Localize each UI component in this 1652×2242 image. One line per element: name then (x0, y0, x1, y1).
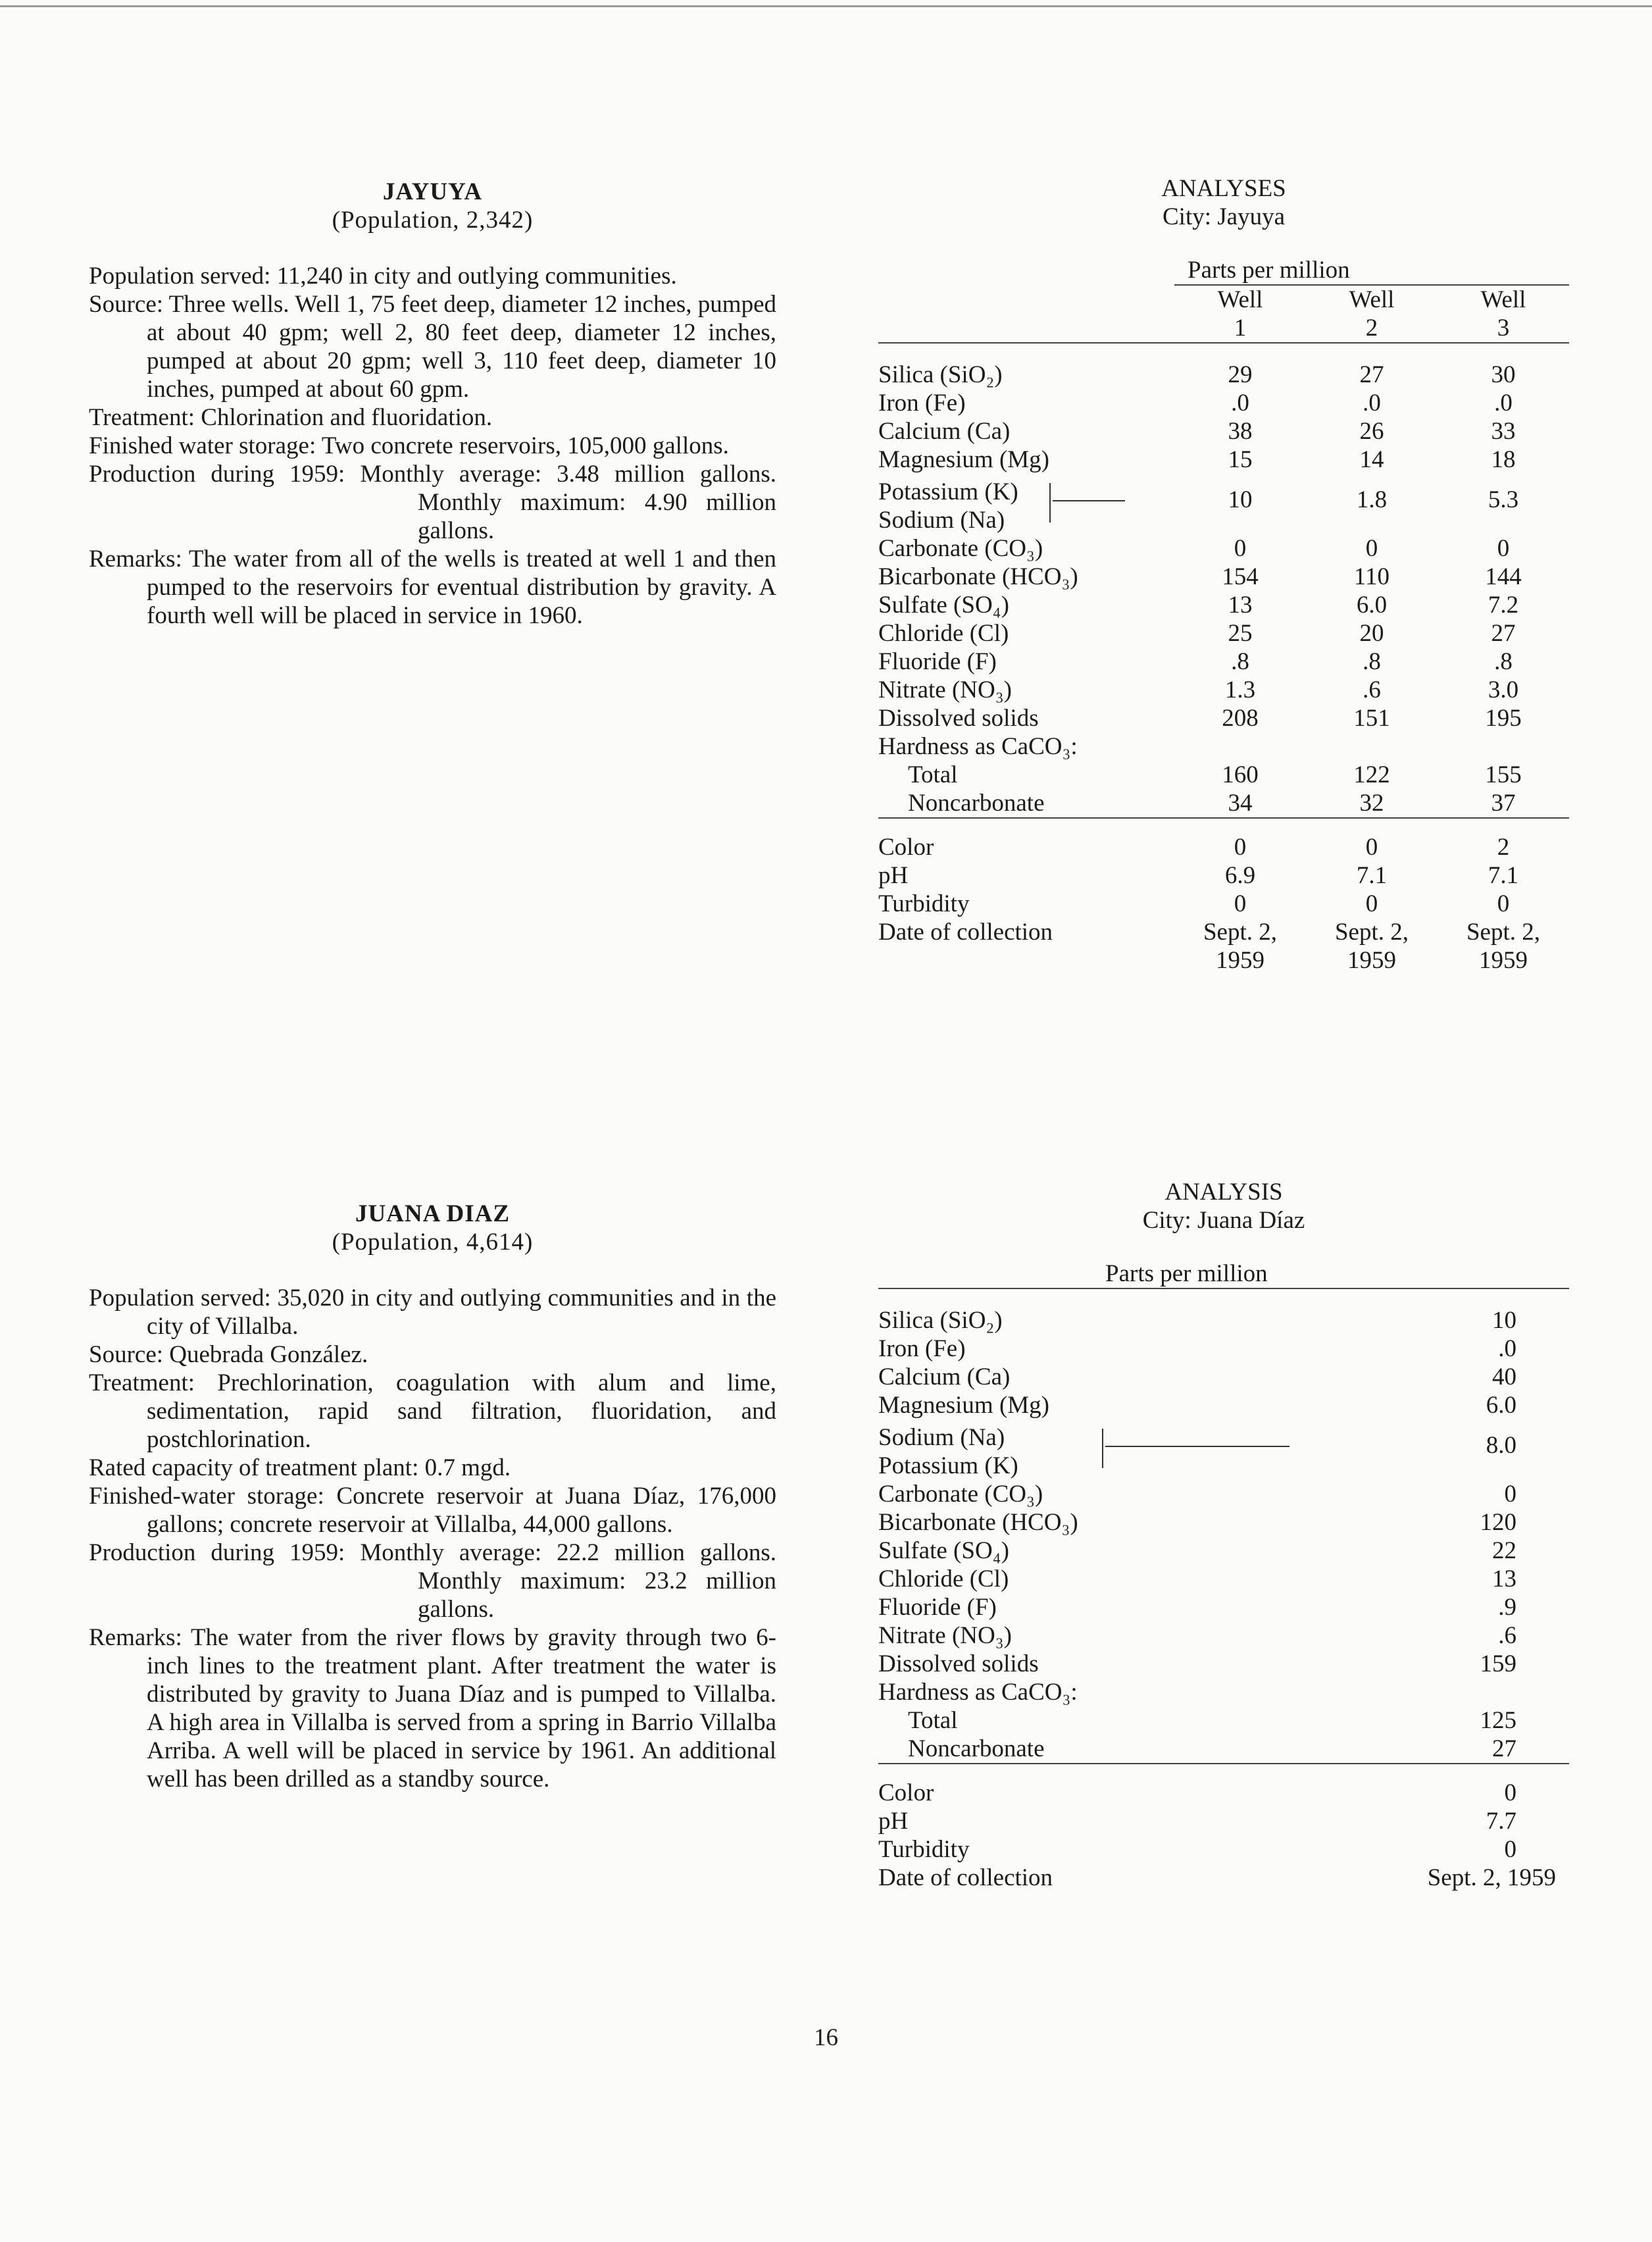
ppm-label: Parts per million (1174, 256, 1569, 285)
table-row: Bicarbonate (HCO₃) 154 110 144 (878, 563, 1522, 590)
table-row: Noncarbonate 34 32 37 (908, 790, 1516, 817)
brace-line (1105, 1446, 1289, 1447)
table-row: Calcium (Ca) 40 (878, 1363, 1516, 1390)
table-row: Dissolved solids 208 151 195 (878, 705, 1522, 732)
table-row: Nitrate (NO₃) 1.3 .6 3.0 (878, 676, 1519, 703)
well-header-row: Well Well Well (1217, 286, 1526, 313)
table-row: Silica (SiO₂) 10 (878, 1307, 1516, 1334)
juana-remarks: Remarks: The water from the river flows by gravity through two 6-inch lines to the treatment plant. After treatment the water is distributed by gravity to Juana Díaz and is pumped to Villalba. A high area in Villalba is served from a spring in Barrio Villalba Arriba. A well will be placed in service by 1961. An additional well has been drilled as a standby source. (89, 1624, 776, 1793)
juana-production: Production during 1959: Monthly average: 22.2 million gallons. Monthly maximum: 23.2 million gallons. (89, 1539, 777, 1623)
juana-capacity: Rated capacity of treatment plant: 0.7 mgd. (89, 1454, 511, 1481)
hardness-heading-row: Hardness as CaCO₃: (878, 733, 1078, 760)
table-row: Magnesium (Mg) 15 14 18 (878, 446, 1516, 473)
table-row: Iron (Fe) .0 (878, 1335, 1516, 1362)
jayuya-title-block (89, 178, 776, 234)
brace-line (1053, 500, 1125, 501)
table-row: Magnesium (Mg) 6.0 (878, 1392, 1516, 1419)
juana-population: (Population, 4,614) (332, 1229, 534, 1256)
table-row: Turbidity 0 0 0 (878, 890, 1510, 917)
juana-analysis-heading: ANALYSIS (1164, 1179, 1283, 1206)
page-number: 16 (814, 2024, 838, 2051)
brace-icon (1102, 1429, 1103, 1468)
jayuya-population-served: Population served: 11,240 in city and outlying communities. (89, 263, 677, 290)
jayuya-production: Production during 1959: Monthly average: 3.48 million gallons. Monthly maximum: 4.90 million gallons. (89, 461, 777, 544)
juana-source: Source: Quebrada González. (89, 1341, 368, 1368)
juana-title-block (89, 1200, 776, 1256)
well-number-row: 1 2 3 (1234, 315, 1510, 342)
ppm-label: Parts per million (878, 1260, 1569, 1288)
table-row: Fluoride (F) .8 .8 .8 (878, 648, 1513, 675)
table-row-alkali: Potassium (K) Sodium (Na) 10 1.8 5.3 (878, 478, 1519, 534)
table-row: Dissolved solids 159 (878, 1650, 1516, 1677)
table-row: Carbonate (CO₃) 0 (878, 1481, 1516, 1508)
top-rule (0, 5, 1652, 7)
table-row: Carbonate (CO₃) 0 0 0 (878, 535, 1510, 562)
table-row: Date of collection Sept. 2, Sept. 2, Sept. 2, (878, 919, 1541, 946)
table-row: Chloride (Cl) 13 (878, 1566, 1516, 1592)
table-row: Calcium (Ca) 38 26 33 (878, 418, 1516, 445)
juana-title: JUANA DIAZ (355, 1200, 511, 1227)
jayuya-analyses (878, 174, 1569, 975)
jayuya-source: Source: Three wells. Well 1, 75 feet deep, diameter 12 inches, pumped at about 40 gpm; well 2, 80 feet deep, diameter 12 inches, pumped at about 20 gpm; well 3, 110 feet deep, diameter 10 inches, pumped at about 60 gpm. (89, 291, 776, 403)
ppm-header-row (878, 1260, 1569, 1288)
table-row-alkali: Sodium (Na) Potassium (K) 8.0 (878, 1424, 1516, 1479)
brace-icon (1049, 483, 1116, 522)
juana-section (89, 1200, 776, 1793)
jayuya-analyses-heading: ANALYSES (1161, 175, 1286, 202)
table-row: pH 6.9 7.1 7.1 (878, 862, 1519, 889)
table-row: Turbidity 0 (878, 1836, 1516, 1863)
jayuya-treatment: Treatment: Chlorination and fluoridation. (89, 404, 493, 431)
table-row: Sulfate (SO₄) 22 (878, 1537, 1516, 1564)
table-row: Noncarbonate 27 (908, 1735, 1516, 1762)
jayuya-analyses-city: City: Jayuya (1162, 203, 1285, 230)
table-row: Color 0 (878, 1779, 1516, 1806)
table-row: Date of collection Sept. 2, 1959 (878, 1864, 1556, 1891)
table-row: Color 0 0 2 (878, 834, 1510, 861)
juana-analysis-table (878, 1260, 1569, 1892)
jayuya-population: (Population, 2,342) (332, 207, 534, 234)
jayuya-remarks: Remarks: The water from all of the wells is treated at well 1 and then pumped to the reservoirs for eventual distribution by gravity. A fourth well will be placed in service in 1960. (89, 546, 777, 629)
table-row: Silica (SiO₂) 29 27 30 (878, 361, 1516, 388)
table-row: Total 160 122 155 (908, 761, 1522, 788)
table-row: Bicarbonate (HCO₃) 120 (878, 1509, 1516, 1536)
juana-analysis-city: City: Juana Díaz (1142, 1207, 1305, 1234)
table-row: Chloride (Cl) 25 20 27 (878, 620, 1516, 647)
table-row: 1959 1959 1959 (1216, 947, 1528, 974)
table-row: Sulfate (SO₄) 13 6.0 7.2 (878, 592, 1519, 619)
table-row: Nitrate (NO₃) .6 (878, 1622, 1516, 1649)
jayuya-storage: Finished water storage: Two concrete reservoirs, 105,000 gallons. (89, 432, 729, 459)
ppm-header-row (878, 256, 1569, 285)
jayuya-section (89, 178, 776, 630)
jayuya-title: JAYUYA (382, 178, 483, 205)
table-row: Fluoride (F) .9 (878, 1594, 1516, 1621)
table-row: pH 7.7 (878, 1808, 1516, 1835)
jayuya-analyses-table (878, 256, 1569, 975)
hardness-heading-row: Hardness as CaCO₃: (878, 1679, 1078, 1706)
juana-analysis (878, 1178, 1569, 1892)
table-row: Iron (Fe) .0 .0 .0 (878, 390, 1513, 417)
table-row: Total 125 (908, 1707, 1516, 1734)
juana-treatment: Treatment: Prechlorination, coagulation with alum and lime, sedimentation, rapid sand filtration, fluoridation, and postchlorination. (89, 1369, 776, 1453)
juana-storage: Finished-water storage: Concrete reservoir at Juana Díaz, 176,000 gallons; concrete reservoir at Villalba, 44,000 gallons. (89, 1483, 776, 1538)
juana-population-served: Population served: 35,020 in city and outlying communities and in the city of Villalba. (89, 1285, 776, 1340)
